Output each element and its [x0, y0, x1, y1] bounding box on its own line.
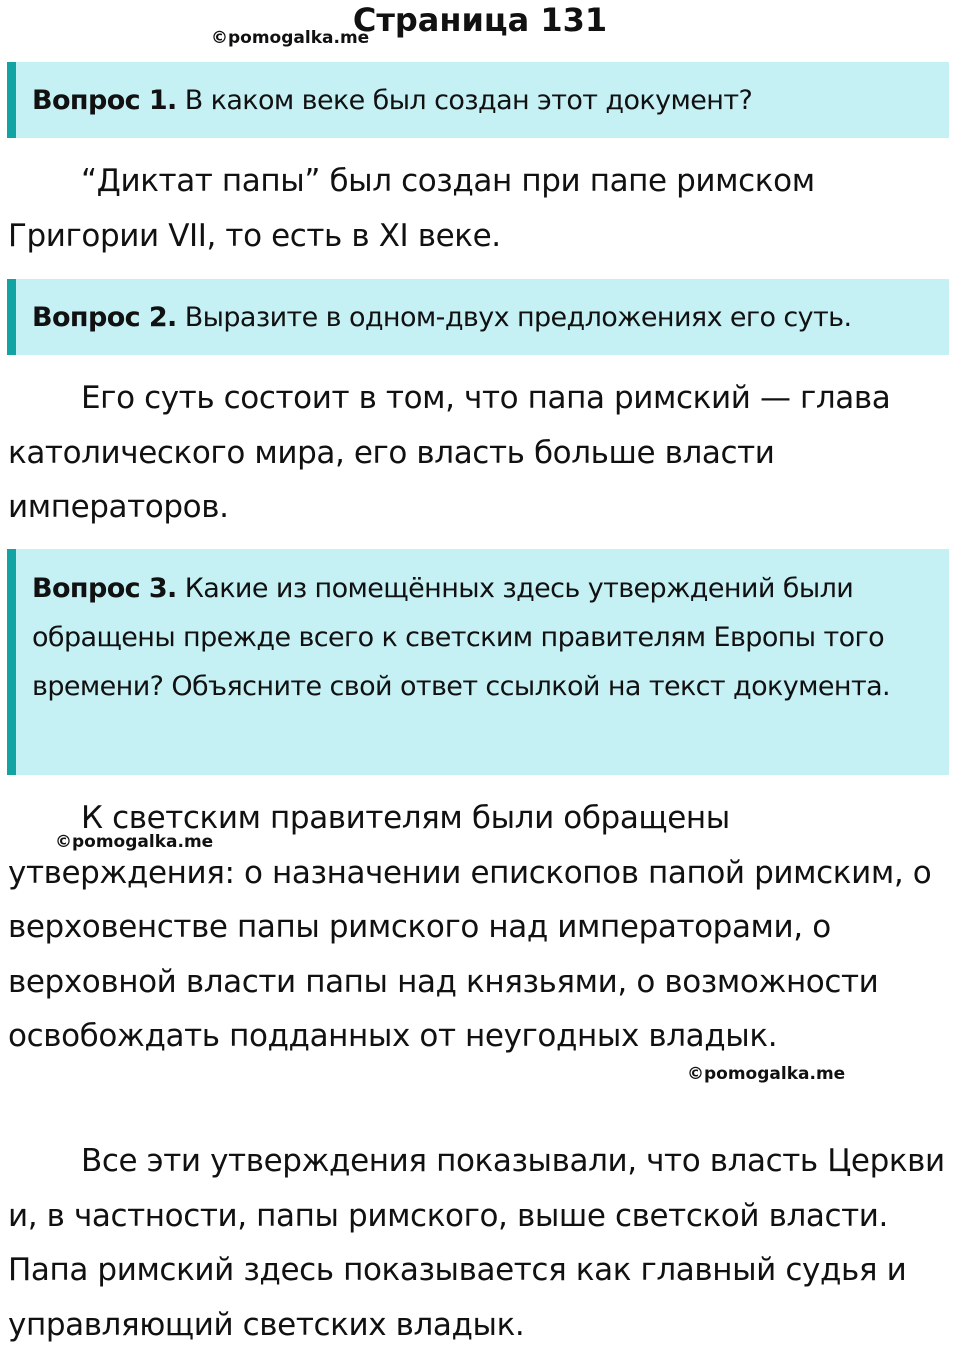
- question-2-text: Выразите в одном-двух предложениях его суть.: [184, 302, 852, 333]
- answer-1: “Диктат папы” был создан при папе римском Григории VII, то есть в XI веке.: [8, 163, 815, 254]
- question-2-label: Вопрос 2.: [32, 302, 177, 333]
- watermark-top: ©pomogalka.me: [211, 28, 370, 48]
- question-3: [7, 549, 949, 775]
- page-title: Страница 131: [352, 1, 608, 39]
- watermark-bottom: ©pomogalka.me: [687, 1064, 846, 1084]
- answer-4: Все эти утверждения показывали, что власть Церкви и, в частности, папы римского, выше светской власти. Папа римский здесь показывается как главный судья и управляющий светских владык.: [8, 1143, 945, 1343]
- question-3-label: Вопрос 3.: [32, 573, 177, 604]
- answer-3: К светским правителям были обращены утверждения: о назначении епископов папой римским, о верховенстве папы римского над императорами, о верховной власти папы над князьями, о возможности освобождать подданных от неугодных владык.: [8, 800, 932, 1054]
- question-3-text: Какие из помещённых здесь утверждений были обращены прежде всего к светским правителям Европы того времени? Объясните свой ответ ссылкой на текст документа.: [32, 573, 891, 702]
- question-2: [7, 279, 949, 355]
- question-1: [7, 62, 949, 138]
- watermark-middle: ©pomogalka.me: [55, 832, 214, 852]
- answer-2: Его суть состоит в том, что папа римский — глава католического мира, его власть больше власти императоров.: [8, 380, 891, 525]
- question-1-label: Вопрос 1.: [32, 85, 177, 116]
- question-1-text: В каком веке был создан этот документ?: [184, 85, 753, 116]
